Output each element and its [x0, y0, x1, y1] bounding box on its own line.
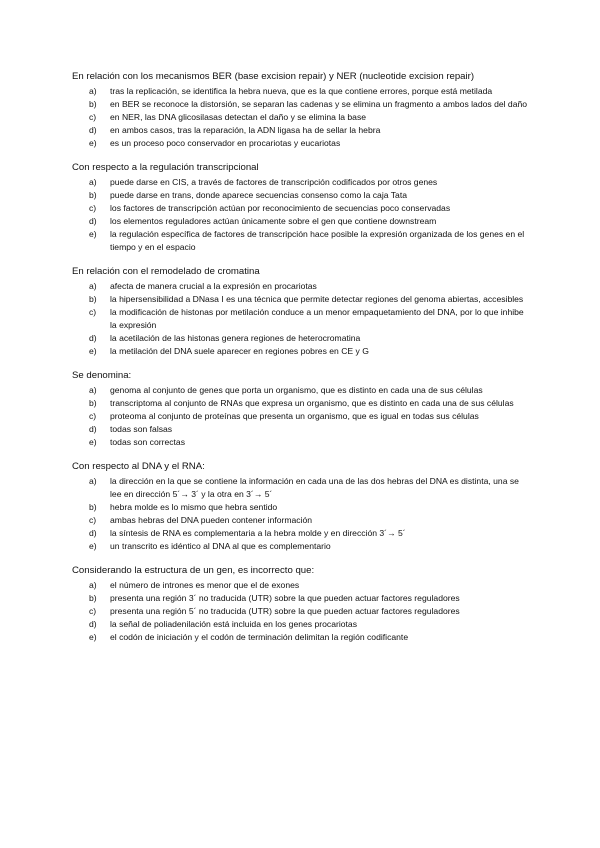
answer-option: [72, 345, 532, 358]
option-letter: c): [89, 203, 97, 213]
answer-option: [72, 189, 532, 202]
option-list: [72, 85, 532, 150]
option-letter: a): [89, 580, 97, 590]
option-letter: a): [89, 385, 97, 395]
option-text: en BER se reconoce la distorsión, se separan las cadenas y se elimina un fragmento a ambos lados del daño: [110, 99, 528, 109]
option-text: en ambos casos, tras la reparación, la ADN ligasa ha de sellar la hebra: [110, 125, 381, 135]
answer-option: [72, 423, 532, 436]
answer-option: [72, 527, 532, 540]
question-block: [72, 161, 532, 254]
option-text: un transcrito es idéntico al DNA al que es complementario: [110, 541, 331, 551]
option-text: la acetilación de las histonas genera regiones de heterocromatina: [110, 333, 361, 343]
answer-option: [72, 436, 532, 449]
option-letter: a): [89, 281, 97, 291]
question-block: [72, 369, 532, 449]
answer-option: [72, 176, 532, 189]
answer-option: [72, 475, 532, 501]
option-text: todas son falsas: [110, 424, 173, 434]
answer-option: [72, 605, 532, 618]
option-text: la regulación específica de factores de transcripción hace posible la expresión organizada de los genes en el tiempo y en el espacio: [110, 229, 525, 252]
question-block: [72, 70, 532, 150]
option-letter: e): [89, 437, 97, 447]
option-letter: a): [89, 476, 97, 486]
option-letter: d): [89, 528, 97, 538]
answer-option: [72, 228, 532, 254]
answer-option: [72, 215, 532, 228]
answer-option: [72, 111, 532, 124]
option-text: genoma al conjunto de genes que porta un organismo, que es distinto en cada una de sus células: [110, 385, 483, 395]
option-text: presenta una región 3´ no traducida (UTR) sobre la que pueden actuar factores reguladores: [110, 593, 460, 603]
question-block: [72, 460, 532, 553]
option-letter: e): [89, 346, 97, 356]
option-text: los factores de transcripción actúan por reconocimiento de secuencias poco conservadas: [110, 203, 451, 213]
option-text: hebra molde es lo mismo que hebra sentido: [110, 502, 278, 512]
question-title: Con respecto al DNA y el RNA:: [72, 461, 205, 472]
answer-option: [72, 384, 532, 397]
question-block: [72, 564, 532, 644]
option-list: [72, 579, 532, 644]
option-letter: a): [89, 177, 97, 187]
answer-option: [72, 631, 532, 644]
answer-option: [72, 501, 532, 514]
option-list: [72, 475, 532, 553]
answer-option: [72, 332, 532, 345]
answer-option: [72, 540, 532, 553]
answer-option: [72, 202, 532, 215]
option-letter: c): [89, 307, 97, 317]
option-letter: b): [89, 294, 97, 304]
question-title: En relación con el remodelado de cromatina: [72, 266, 260, 277]
answer-option: [72, 124, 532, 137]
question-title: Con respecto a la regulación transcripcional: [72, 162, 259, 173]
option-text: ambas hebras del DNA pueden contener información: [110, 515, 313, 525]
option-list: [72, 384, 532, 449]
option-text: la hipersensibilidad a DNasa I es una técnica que permite detectar regiones del genoma abiertas, accesibles: [110, 294, 524, 304]
option-text: la dirección en la que se contiene la información en cada una de las dos hebras del DNA es distinta, una se lee en dirección 5´→ 3´ y la otra en 3´→ 5´: [110, 476, 519, 499]
question-block: [72, 265, 532, 358]
answer-option: [72, 397, 532, 410]
option-letter: e): [89, 632, 97, 642]
option-text: la metilación del DNA suele aparecer en regiones pobres en CE y G: [110, 346, 369, 356]
option-list: [72, 280, 532, 358]
question-title: Considerando la estructura de un gen, es incorrecto que:: [72, 565, 315, 576]
option-letter: e): [89, 229, 97, 239]
option-letter: d): [89, 619, 97, 629]
answer-option: [72, 618, 532, 631]
answer-option: [72, 280, 532, 293]
option-letter: c): [89, 411, 97, 421]
answer-option: [72, 410, 532, 423]
option-text: la síntesis de RNA es complementaria a la hebra molde y en dirección 3´→ 5´: [110, 528, 406, 538]
option-text: puede darse en CIS, a través de factores de transcripción codificados por otros genes: [110, 177, 438, 187]
option-letter: b): [89, 502, 97, 512]
option-letter: d): [89, 125, 97, 135]
option-letter: a): [89, 86, 97, 96]
option-letter: d): [89, 333, 97, 343]
option-letter: b): [89, 190, 97, 200]
option-text: tras la replicación, se identifica la hebra nueva, que es la que contiene errores, porque está metilada: [110, 86, 493, 96]
question-title: En relación con los mecanismos BER (base excision repair) y NER (nucleotide excision repair): [72, 71, 475, 82]
option-letter: c): [89, 606, 97, 616]
option-text: el codón de iniciación y el codón de terminación delimitan la región codificante: [110, 632, 409, 642]
option-letter: c): [89, 112, 97, 122]
question-title: Se denomina:: [72, 370, 132, 381]
answer-option: [72, 85, 532, 98]
option-letter: c): [89, 515, 97, 525]
option-letter: b): [89, 593, 97, 603]
question-list: [72, 70, 532, 655]
option-letter: e): [89, 541, 97, 551]
answer-option: [72, 592, 532, 605]
option-letter: b): [89, 99, 97, 109]
option-letter: e): [89, 138, 97, 148]
option-text: transcriptoma al conjunto de RNAs que expresa un organismo, que es distinto en cada una de sus células: [110, 398, 514, 408]
option-text: la señal de poliadenilación está incluida en los genes procariotas: [110, 619, 357, 629]
option-letter: d): [89, 216, 97, 226]
answer-option: [72, 579, 532, 592]
option-text: los elementos reguladores actúan únicamente sobre el gen que contiene downstream: [110, 216, 437, 226]
answer-option: [72, 293, 532, 306]
answer-option: [72, 137, 532, 150]
option-text: en NER, las DNA glicosilasas detectan el daño y se elimina la base: [110, 112, 367, 122]
option-text: el número de intrones es menor que el de exones: [110, 580, 300, 590]
answer-option: [72, 98, 532, 111]
option-letter: d): [89, 424, 97, 434]
option-text: todas son correctas: [110, 437, 185, 447]
answer-option: [72, 306, 532, 332]
option-list: [72, 176, 532, 254]
option-text: es un proceso poco conservador en procariotas y eucariotas: [110, 138, 341, 148]
option-text: puede darse en trans, donde aparece secuencias consenso como la caja Tata: [110, 190, 407, 200]
answer-option: [72, 514, 532, 527]
option-text: la modificación de histonas por metilación conduce a un menor empaquetamiento del DNA, por lo que inhibe la expresión: [110, 307, 524, 330]
option-text: afecta de manera crucial a la expresión en procariotas: [110, 281, 317, 291]
option-letter: b): [89, 398, 97, 408]
option-text: presenta una región 5´ no traducida (UTR) sobre la que pueden actuar factores reguladores: [110, 606, 460, 616]
option-text: proteoma al conjunto de proteínas que presenta un organismo, que es igual en todas sus células: [110, 411, 479, 421]
